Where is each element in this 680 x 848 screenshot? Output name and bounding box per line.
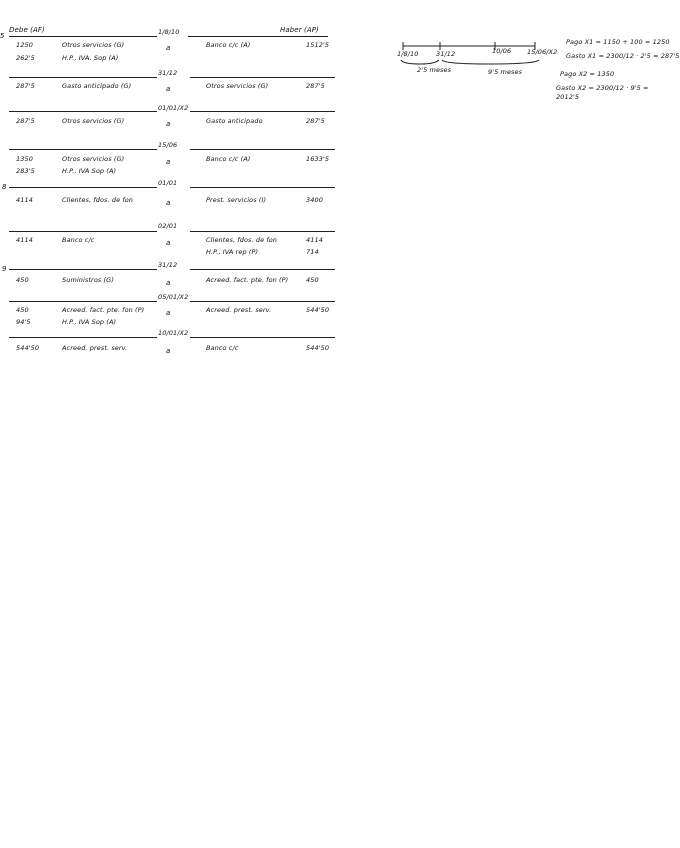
credit-amount: 1512'5 [306,41,330,49]
entry-date: 01/01 [158,179,178,187]
debit-account: Clientes, fdos. de fon [62,196,134,204]
entry-date: 01/01/X2 [158,104,189,112]
debit-amount: 287'5 [16,82,35,90]
timeline-span: 9'5 meses [488,68,523,76]
debit-amount: 4114 [16,236,33,244]
debit-account: H.P., IVA. Sop (A) [62,54,119,62]
debit-amount: 1250 [16,41,33,49]
credit-account: Clientes, fdos. de fon [206,236,278,244]
header-rule-right [188,36,328,37]
credit-account: Banco c/c (A) [206,41,251,49]
debit-amount: 4114 [16,196,33,204]
debit-account: Otros servicios (G) [62,117,125,125]
entry-number: 5 [0,32,5,40]
entry-number: 9 [2,265,7,273]
entry-rule-left [9,301,157,302]
entry-a: a [166,199,171,207]
debit-account: Banco c/c [62,236,95,244]
debit-account: Otros servicios (G) [62,41,125,49]
credit-amount: 714 [306,248,319,256]
entry-rule-right [190,187,335,188]
entry-a: a [166,279,171,287]
credit-account: Banco c/c [206,344,239,352]
entry-rule-right [190,337,335,338]
debit-account: Acreed. prest. serv. [62,344,128,352]
calc-line: Gasto X1 = 2300/12 · 2'5 = 287'5 [566,52,680,60]
credit-account: Gasto anticipado [206,117,263,125]
entry-rule-right [190,269,335,270]
entry-a: a [166,347,171,355]
entry-date: 15/06 [158,141,178,149]
debit-amount: 94'5 [16,318,31,326]
calc-line: Pago X2 = 1350 [560,70,615,78]
entry-a: a [166,85,171,93]
entry-a: a [166,44,171,52]
credit-account: H.P., IVA rep (P) [206,248,259,256]
debit-account: Suministros (G) [62,276,114,284]
credit-account: Banco c/c (A) [206,155,251,163]
entry-rule-left [9,77,157,78]
debit-account: Gasto anticipado (G) [62,82,132,90]
entry-date: 02/01 [158,222,178,230]
timeline-span: 2'5 meses [417,66,452,74]
debit-account: Acreed. fact. pte. fon (P) [62,306,145,314]
timeline-point: 15/06/X2 [527,48,558,56]
credit-amount: 287'5 [306,82,325,90]
debit-amount: 283'5 [16,167,35,175]
credit-account: Prest. servicios (I) [206,196,267,204]
timeline-point: 10/06 [492,47,512,55]
header-rule-left [9,36,157,37]
entry-a: a [166,239,171,247]
debit-account: H.P., IVA Sop (A) [62,318,117,326]
credit-amount: 450 [306,276,319,284]
entry-a: a [166,309,171,317]
credit-column-heading: Haber (AP) [280,26,319,34]
credit-amount: 3400 [306,196,323,204]
entry-rule-left [9,337,157,338]
credit-amount: 544'50 [306,306,330,314]
calc-line: Gasto X2 = 2300/12 · 9'5 = 2012'5 [556,84,649,101]
debit-amount: 450 [16,276,29,284]
entry-date: 31/12 [158,261,178,269]
credit-amount: 1633'5 [306,155,330,163]
debit-amount: 262'5 [16,54,35,62]
entry-rule-left [9,149,157,150]
credit-amount: 544'50 [306,344,330,352]
entry-rule-left [9,111,157,112]
entry-rule-right [190,77,335,78]
entry-date: 1/8/10 [158,28,180,36]
debit-column-heading: Debe (AF) [9,26,45,34]
entry-date: 31/12 [158,69,178,77]
credit-amount: 4114 [306,236,323,244]
entry-date: 05/01/X2 [158,293,189,301]
calc-line: Pago X1 = 1150 + 100 = 1250 [566,38,670,46]
credit-amount: 287'5 [306,117,325,125]
entry-a: a [166,120,171,128]
entry-rule-right [190,231,335,232]
entry-number: 8 [2,183,7,191]
entry-rule-left [9,269,157,270]
timeline-point: 31/12 [436,50,456,58]
entry-a: a [166,158,171,166]
debit-account: Otros servicios (G) [62,155,125,163]
entry-date: 10/01/X2 [158,329,189,337]
entry-rule-right [190,149,335,150]
entry-rule-right [190,111,335,112]
debit-amount: 450 [16,306,29,314]
debit-amount: 544'50 [16,344,40,352]
entry-rule-left [9,187,157,188]
debit-account: H.P., IVA Sop (A) [62,167,117,175]
credit-account: Acreed. fact. pte. fon (P) [206,276,289,284]
credit-account: Otros servicios (G) [206,82,269,90]
entry-rule-right [190,301,335,302]
entry-rule-left [9,231,157,232]
timeline-point: 1/8/10 [397,50,419,58]
debit-amount: 287'5 [16,117,35,125]
credit-account: Acreed. prest. serv. [206,306,272,314]
debit-amount: 1350 [16,155,33,163]
